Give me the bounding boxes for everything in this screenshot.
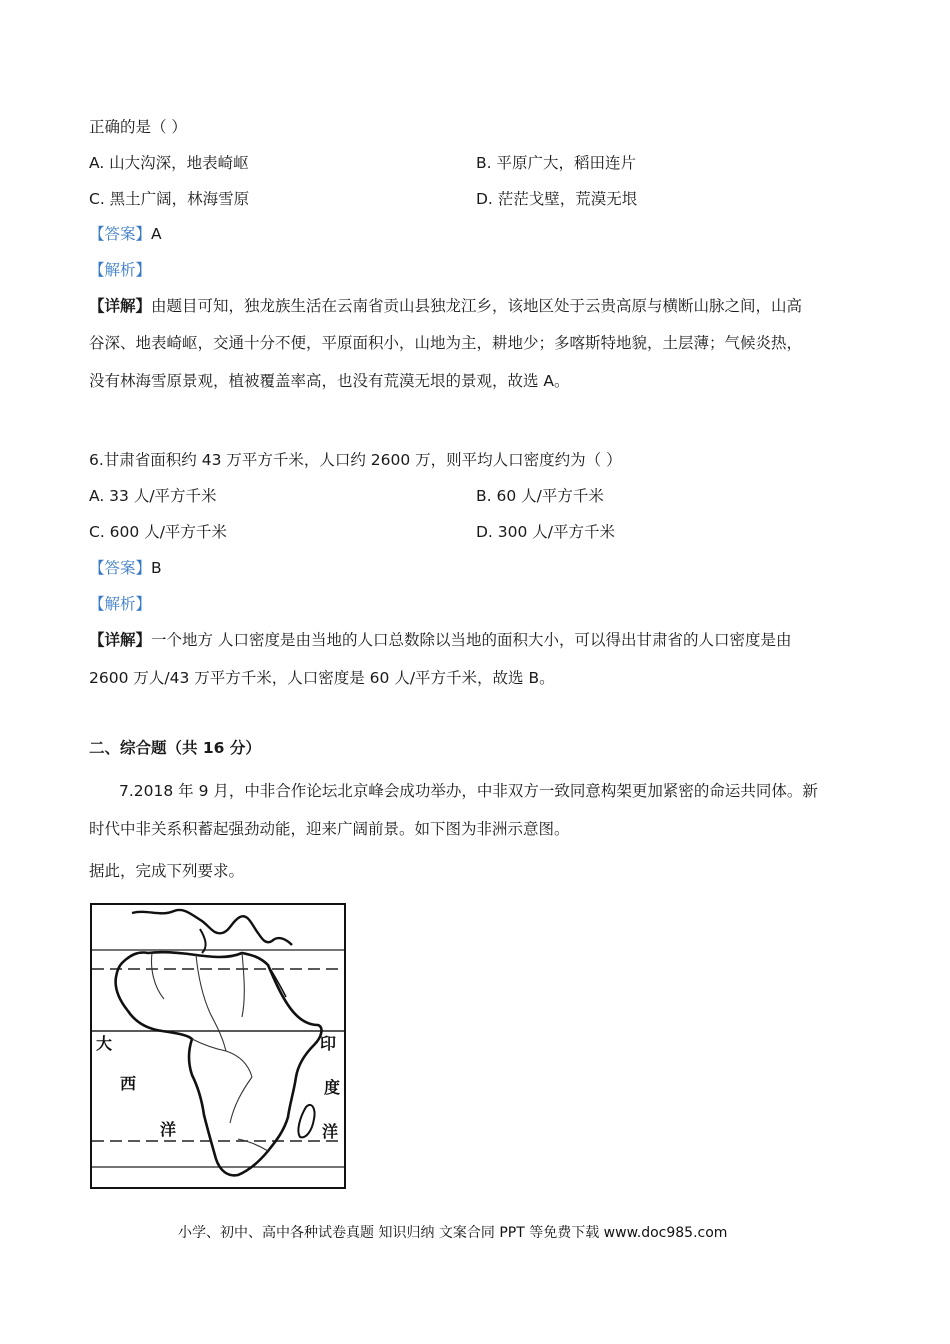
indian-label-1: 印: [320, 1034, 337, 1053]
answer-tag: 【答案】: [89, 225, 152, 243]
detail-tag: 【详解】: [89, 297, 152, 315]
answer-value: A: [151, 225, 162, 243]
q5-option-b: B. 平原广大，稻田连片: [476, 154, 636, 172]
madagascar: [298, 1105, 314, 1137]
q7-line-1: 7.2018 年 9 月，中非合作论坛北京峰会成功举办，中非双方一致同意构架更加紧密的命运共同体。新: [119, 782, 818, 800]
q6-option-b: B. 60 人/平方千米: [476, 487, 604, 505]
q5-detail-line-1: [89, 296, 802, 316]
q7-instruction: 据此，完成下列要求。: [89, 862, 245, 880]
indian-label-2: 度: [324, 1078, 341, 1097]
q6-stem: 6.甘肃省面积约 43 万平方千米，人口约 2600 万，则平均人口密度约为（ ）: [89, 451, 622, 469]
africa-coast: [116, 952, 322, 1175]
answer-tag: 【答案】: [89, 559, 152, 577]
q5-option-c: C. 黑土广阔，林海雪原: [89, 190, 250, 208]
q5-detail-line-2: 谷深、地表崎岖，交通十分不便，平原面积小，山地为主，耕地少；多喀斯特地貌，土层薄；气候炎热，: [89, 334, 803, 352]
africa-map: [90, 903, 346, 1189]
atlantic-label-3: 洋: [160, 1120, 177, 1139]
europe-coast: [132, 910, 292, 945]
atlantic-label-2: 西: [120, 1074, 137, 1093]
africa-outline: [92, 905, 344, 1187]
answer-value: B: [151, 559, 162, 577]
q7-line-2: 时代中非关系积蓄起强劲动能，迎来广阔前景。如下图为非洲示意图。: [89, 820, 570, 838]
q6-option-c: C. 600 人/平方千米: [89, 523, 227, 541]
detail-text: 由题目可知，独龙族生活在云南省贡山县独龙江乡，该地区处于云贵高原与横断山脉之间，山高: [151, 297, 803, 315]
indian-label-3: 洋: [322, 1122, 339, 1141]
q5-detail-line-3: 没有林海雪原景观，植被覆盖率高，也没有荒漠无垠的景观，故选 A。: [89, 372, 570, 390]
q6-option-a: A. 33 人/平方千米: [89, 487, 217, 505]
q5-option-d: D. 茫茫戈壁，荒漠无垠: [476, 190, 638, 208]
detail-text: 一个地方 人口密度是由当地的人口总数除以当地的面积大小，可以得出甘肃省的人口密度是由: [151, 631, 792, 649]
q6-analysis-tag: 【解析】: [89, 595, 152, 613]
q6-detail-line-1: [89, 630, 791, 650]
q5-option-a: A. 山大沟深，地表崎岖: [89, 154, 249, 172]
detail-tag: 【详解】: [89, 631, 152, 649]
q6-answer: [89, 558, 162, 578]
q5-answer: [89, 224, 162, 244]
q6-detail-line-2: 2600 万人/43 万平方千米，人口密度是 60 人/平方千米，故选 B。: [89, 669, 555, 687]
q5-analysis-tag: 【解析】: [89, 261, 152, 279]
q5-stem-end: 正确的是（ ）: [89, 118, 187, 136]
page-footer: 小学、初中、高中各种试卷真题 知识归纳 文案合同 PPT 等免费下载 www.doc985.com: [178, 1225, 728, 1241]
red-sea: [268, 965, 286, 997]
atlantic-label-1: 大: [96, 1034, 113, 1053]
q6-option-d: D. 300 人/平方千米: [476, 523, 616, 541]
section-heading: 二、综合题（共 16 分）: [89, 739, 261, 757]
